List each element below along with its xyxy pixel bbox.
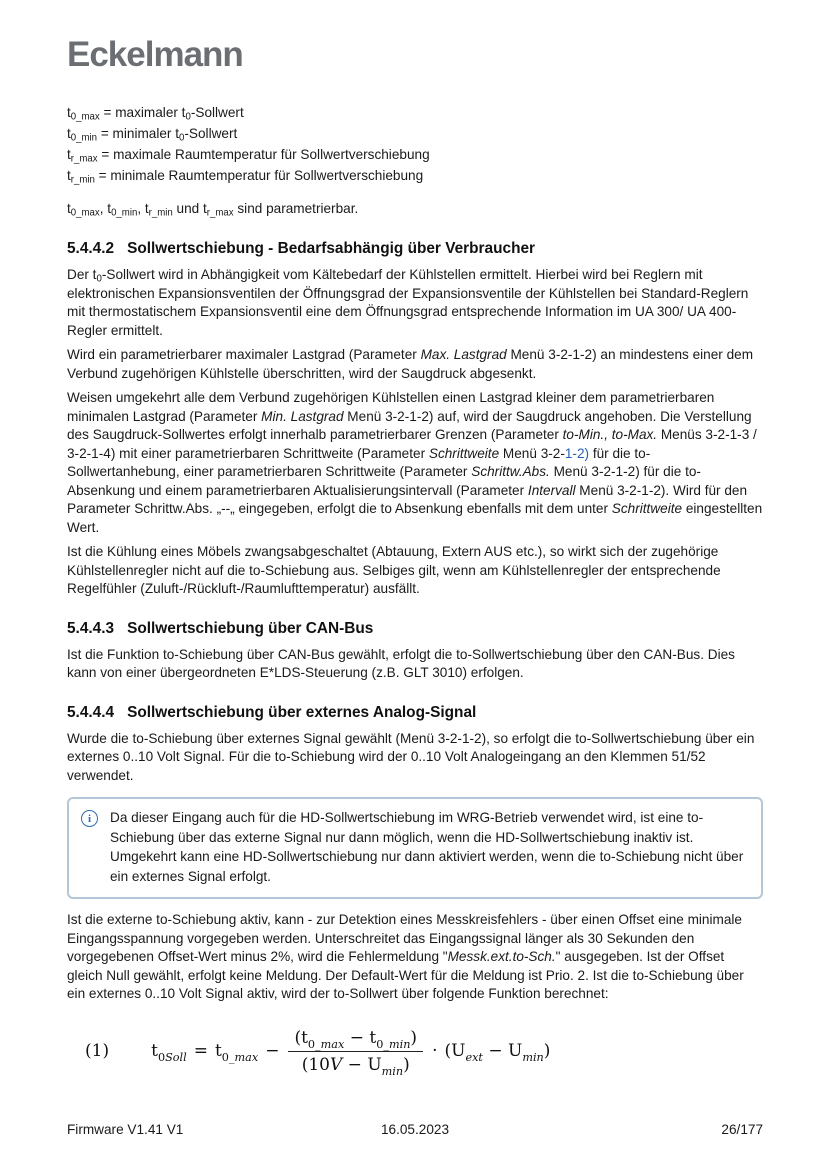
footer-page-number: 26/177 (721, 1122, 763, 1137)
definition-tr-min (67, 165, 763, 186)
paragraph (67, 646, 763, 683)
definition-list (67, 102, 763, 186)
formula-expression (151, 1027, 551, 1078)
text-segment: t (67, 201, 71, 216)
menu-link[interactable]: 1-2) (564, 445, 590, 461)
text-segment: -Sollwert (190, 105, 244, 120)
footer-firmware-version: Firmware V1.41 V1 (67, 1122, 184, 1137)
text-segment: sind parametrierbar. (233, 201, 359, 216)
eckelmann-logo: Eckelmann (67, 35, 243, 74)
text-segment: 0_ (376, 1037, 389, 1051)
formula-number: (1) (85, 1041, 110, 1061)
page-footer (67, 1122, 763, 1137)
formula-term1 (214, 1041, 259, 1065)
text-segment: Wurde die to-Schiebung über externes Signal gewählt (Menü 3-2-1-2), so erfolgt die to-Sollwertschiebung über ein externes 0..10 Volt Signal. Für die to-Schiebung wird der 0..10 Volt Analogeingang an den Klemmen 51/52 verwendet. (67, 730, 755, 783)
formula-term2 (444, 1041, 551, 1065)
text-segment: = minimale Raumtemperatur für Sollwertverschiebung (94, 168, 424, 183)
minus-sign: − (265, 1041, 280, 1061)
text-segment: 0_ (307, 1037, 321, 1051)
fraction-denominator (296, 1052, 416, 1078)
text-segment: Menü 3-2-1-2) auf, wird der Saugdruck angehoben. Die Verstellung des Saugdruck-Sollwertes erfolgt innerhalb parametrierbarer Grenzen (Parameter (67, 408, 752, 442)
section-heading-5-4-4-2 (67, 239, 763, 258)
text-segment: r_max (70, 153, 98, 165)
text-segment: ext (465, 1051, 483, 1065)
paragraph (67, 911, 763, 1004)
section-number: 5.4.4.3 (67, 619, 115, 637)
definition-tr-max (67, 144, 763, 165)
text-segment: (U (444, 1041, 466, 1061)
text-segment: 0_min (70, 132, 98, 144)
text-segment: t (214, 1041, 222, 1061)
section-heading-5-4-4-3 (67, 619, 763, 638)
parametrierbar-note (67, 198, 763, 219)
text-segment: und t (172, 201, 207, 216)
text-segment: Schrittw.Abs. (471, 464, 550, 479)
text-segment: t (151, 1041, 158, 1061)
text-segment: min (522, 1051, 544, 1065)
text-segment: Schrittweite (611, 501, 683, 516)
text-segment: Intervall (527, 482, 576, 498)
text-segment: − U (482, 1041, 523, 1061)
section-title: Sollwertschiebung - Bedarfsabhängig über Verbraucher (127, 240, 536, 257)
text-segment: eingestellten Wert. (67, 501, 763, 535)
section-title: Sollwertschiebung über CAN-Bus (127, 619, 374, 637)
text-segment: 0 (179, 132, 185, 144)
section-heading-5-4-4-4 (67, 703, 763, 722)
text-segment: 0 (157, 1051, 166, 1065)
multiplication-dot: · (432, 1041, 438, 1061)
page-content (67, 0, 763, 1078)
text-segment: r_min (148, 207, 173, 219)
fraction-numerator (288, 1028, 423, 1052)
text-segment: − t (344, 1027, 377, 1048)
text-segment: max (320, 1037, 345, 1051)
text-segment: Der t (67, 267, 97, 282)
text-segment: ) (543, 1041, 551, 1061)
text-segment: Menü 3-2-1-2) für die to-Absenkung und einem parametrierbaren Aktualisierungsintervall (Parameter (67, 464, 701, 498)
text-segment: min (388, 1037, 411, 1051)
equals-sign: = (193, 1041, 208, 1061)
text-segment: Messk.ext.to-Sch. (447, 949, 556, 964)
text-segment: ) (410, 1027, 418, 1048)
text-segment: = maximale Raumtemperatur für Sollwertverschiebung (97, 147, 430, 162)
text-segment: Menü 3-2-1-2). Wird für den Parameter Schrittw.Abs. „--„ eingegeben, erfolgt die to Absenkung ebenfalls mit dem unter (67, 482, 748, 516)
text-segment: Menü 3-2- (499, 445, 565, 461)
text-segment: 0 (185, 111, 191, 123)
text-segment: max (234, 1051, 259, 1065)
paragraph (67, 543, 763, 599)
text-segment: (10 (301, 1054, 330, 1075)
paragraph (67, 730, 763, 786)
text-segment: Schrittweite (428, 445, 500, 461)
text-segment: (t (294, 1027, 308, 1048)
text-segment: für die to- Sollwertanhebung, einer parametrierbaren Schrittweite (Parameter (67, 445, 651, 479)
text-segment: = minimaler t (97, 126, 180, 141)
text-segment: Ist die Funktion to-Schiebung über CAN-Bus gewählt, erfolgt die to-Sollwertschiebung über den CAN-Bus. Dies kann von einer übergeordneten E*LDS-Steuerung (z.B. GLT 3010) erfolgen. (67, 646, 735, 680)
formula-lhs (151, 1041, 187, 1065)
definition-t0-max (67, 102, 763, 123)
text-segment: Menüs 3-2-1-3 / 3-2-1-4) mit einer parametrierbaren Schrittweite (Parameter (67, 427, 757, 461)
section-number: 5.4.4.4 (67, 703, 115, 721)
text-segment: t (67, 105, 71, 120)
paragraph (67, 346, 763, 383)
text-segment: Weisen umgekehrt alle dem Verbund zugehörigen Kühlstellen einen Lastgrad kleiner dem parametrierbaren minimalen Lastgrad (Parameter (67, 390, 715, 424)
text-segment: , t (99, 201, 112, 216)
text-segment: 0_max (70, 207, 100, 219)
paragraph (67, 266, 763, 340)
info-icon: i (81, 810, 98, 827)
text-segment: r_max (206, 207, 234, 219)
text-segment: Menü 3-2-1-2) an mindestens einer dem Verbund zugehörigen Kühlstelle überschritten, wird der Saugdruck abgesenkt. (67, 347, 754, 381)
formula-fraction (288, 1027, 423, 1078)
section-number: 5.4.4.2 (67, 240, 115, 257)
text-segment: V (330, 1054, 343, 1075)
text-segment: = maximaler t (99, 105, 186, 120)
text-segment: Max. Lastgrad (420, 347, 507, 362)
text-segment: -Sollwert (184, 126, 238, 141)
text-segment: t (67, 147, 71, 162)
text-segment: " ausgegeben. Ist der Offset gleich Null gewählt, erfolgt keine Meldung. Der Default-Wert für die Meldung ist Prio. 2. Ist die to-Schiebung über ein externes 0..10 Volt Signal aktiv, wird der to-Sollwert über folgende Funktion berechnet: (67, 949, 744, 1001)
footer-date: 16.05.2023 (380, 1122, 450, 1137)
text-segment: 0_max (70, 111, 100, 123)
text-segment: t (67, 168, 71, 183)
definition-t0-min (67, 123, 763, 144)
formula-block (67, 1027, 763, 1078)
text-segment: Ist die Kühlung eines Möbels zwangsabgeschaltet (Abtauung, Extern AUS etc.), so wirkt sich der zugehörige Kühlstellenregler nicht auf die to-Schiebung aus. Selbiges gilt, wenn am Kühlstellenregler der entsprechende Regelfühler (Zuluft-/Rückluft-/Raumlufttemperatur) ausfällt. (67, 544, 721, 596)
info-note-box (67, 797, 763, 899)
text-segment: − U (342, 1054, 382, 1075)
text-segment: 0_ (221, 1051, 235, 1065)
text-segment: Da dieser Eingang auch für die HD-Sollwertschiebung im WRG-Betrieb verwendet wird, ist eine to-Schiebung über das externe Signal nur dann möglich, wenn die HD-Sollwertschiebung inaktiv ist. Umgekehrt kann eine HD-Sollwertschiebung nur dann aktiviert werden, wenn die to-Schiebung nicht über ein externes Signal erfolgt. (110, 810, 744, 884)
section-title: Sollwertschiebung über externes Analog-Signal (127, 703, 477, 721)
text-segment: 0 (96, 273, 102, 285)
text-segment: Soll (165, 1051, 187, 1065)
text-segment: Wird ein parametrierbarer maximaler Lastgrad (Parameter (67, 347, 421, 362)
text-segment: to-Min., to-Max. (562, 427, 658, 442)
text-segment: -Sollwert wird in Abhängigkeit vom Kältebedarf der Kühlstellen ermittelt. Hierbei wird bei Reglern mit elektronischen Expansionsventilen der Öffnungsgrad der Expansionsventile der Kühlstellen bei Standard-Reglern mit thermostatischem Expansionsventil eine dem Öffnungsgrad entsprechende Information im UA 300/ UA 400-Regler ermittelt. (67, 267, 749, 338)
text-segment: t (67, 126, 71, 141)
text-segment: 0_min (111, 207, 138, 219)
text-segment: , t (137, 201, 149, 216)
text-segment: r_min (70, 174, 95, 186)
info-note-text (110, 808, 747, 886)
text-segment: ) (403, 1054, 410, 1075)
text-segment: Min. Lastgrad (261, 408, 344, 424)
text-segment: Ist die externe to-Schiebung aktiv, kann - zur Detektion eines Messkreisfehlers - über einen Offset eine minimale Eingangsspannung vorgegeben werden. Unterschreitet das Eingangssignal länger als 30 Sekunden den vorgegebenen Offset-Wert minus 2%, wird die Fehlermeldung " (67, 912, 742, 964)
paragraph (67, 389, 763, 537)
text-segment: min (381, 1064, 404, 1078)
